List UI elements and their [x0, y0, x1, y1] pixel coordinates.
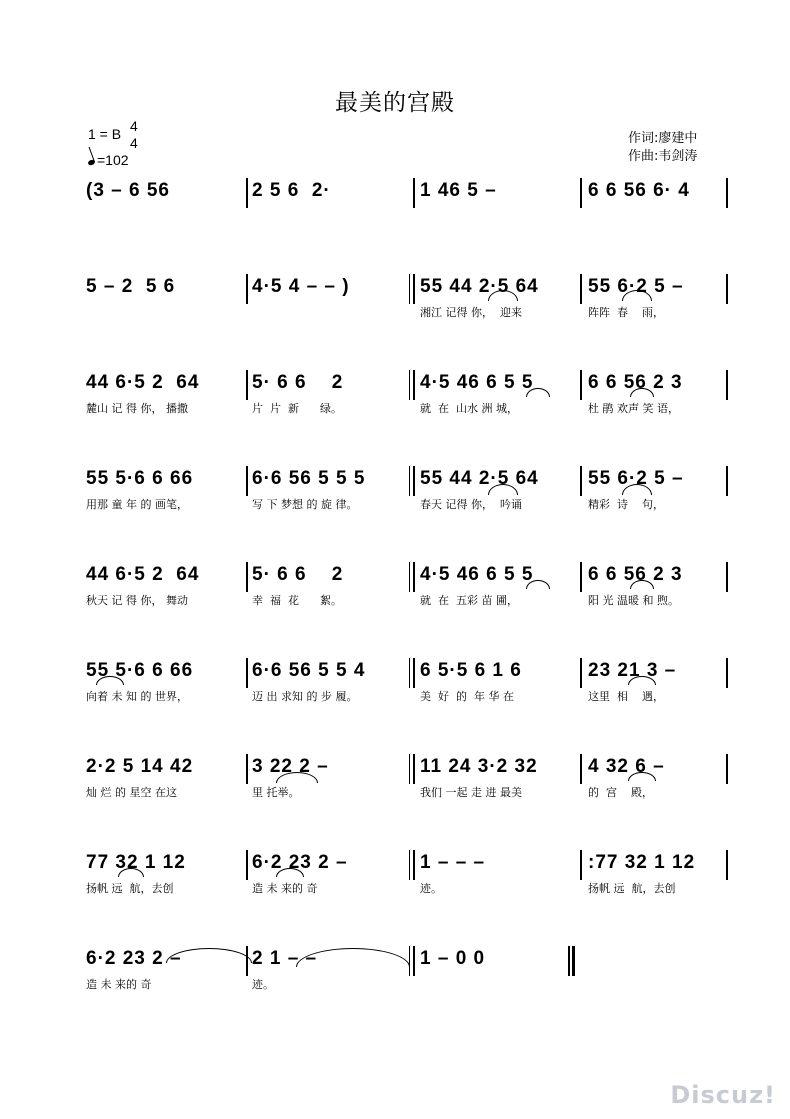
- double-bar-line: [409, 370, 410, 400]
- measure-notes: 6·2 23 2 –: [252, 852, 348, 873]
- final-bar-line: [572, 946, 575, 976]
- measure-lyrics: 扬帆 远 航，去创: [588, 882, 676, 895]
- lyricist-credit: 作词:廖建中: [628, 131, 698, 146]
- measure-notes: 3 22 2 –: [252, 756, 329, 777]
- tempo-value: =102: [97, 152, 129, 168]
- measure-notes: 6 6 56 2 3: [588, 372, 683, 393]
- score-row: [0, 274, 790, 354]
- double-bar-line: [409, 850, 410, 880]
- measure-lyrics: 阵阵 春 雨，: [588, 306, 664, 319]
- key-signature: 1 = B: [88, 126, 122, 142]
- bar-line: [580, 658, 582, 688]
- measure-lyrics: 我们 一起 走 进 最美: [420, 786, 522, 799]
- measure-lyrics: 里 托举。: [252, 786, 300, 799]
- bar-line: [726, 850, 728, 880]
- measure-notes: 2 1 – –: [252, 948, 318, 969]
- measure-lyrics: 迈 出 求知 的 步 履。: [252, 690, 358, 703]
- double-bar-line: [409, 562, 410, 592]
- measure-lyrics: 造 未 来的 奇: [86, 978, 152, 991]
- measure-lyrics: 春天 记得 你， 吟诵: [420, 498, 522, 511]
- bar-line: [413, 658, 415, 688]
- measure-lyrics: 精彩 诗 句，: [588, 498, 664, 511]
- measure-notes: 55 5·6 6 66: [86, 468, 194, 489]
- measure-lyrics: 麓山 记 得 你， 播撒: [86, 402, 188, 415]
- measure-lyrics: 幸 福 花 絮。: [252, 594, 342, 607]
- measure-lyrics: 造 未 来的 奇: [252, 882, 318, 895]
- bar-line: [413, 850, 415, 880]
- bar-line: [726, 370, 728, 400]
- measure-lyrics: 就 在 五彩 苗 圃，: [420, 594, 518, 607]
- bar-line: [580, 850, 582, 880]
- bar-line: [413, 178, 415, 208]
- bar-line: [246, 562, 248, 592]
- measure-notes: 77 32 1 12: [86, 852, 186, 873]
- composer-credit: 作曲:韦剑涛: [628, 149, 698, 164]
- bar-line: [413, 274, 415, 304]
- measure-lyrics: 美 好 的 年 华 在: [420, 690, 514, 703]
- measure-notes: 55 5·6 6 66: [86, 660, 194, 681]
- measure-notes: 6·2 23 2 –: [86, 948, 182, 969]
- measure-notes: 4·5 46 6 5 5: [420, 564, 534, 585]
- measure-lyrics: 迹。: [252, 978, 274, 991]
- bar-line: [580, 370, 582, 400]
- bar-line: [246, 178, 248, 208]
- measure-notes: 23 21 3 –: [588, 660, 677, 681]
- bar-line: [413, 370, 415, 400]
- time-signature: [130, 118, 138, 152]
- measure-notes: 6 6 56 2 3: [588, 564, 683, 585]
- bar-line: [580, 562, 582, 592]
- measure-notes: 6 6 56 6· 4: [588, 180, 690, 201]
- measure-notes: (3 – 6 56: [86, 180, 170, 201]
- measure-lyrics: 向着 未 知 的 世界，: [86, 690, 188, 703]
- measure-lyrics: 湘江 记得 你， 迎来: [420, 306, 522, 319]
- score-row: [0, 658, 790, 738]
- measure-notes: 55 44 2·5 64: [420, 276, 539, 297]
- measure-notes: 6 5·5 6 1 6: [420, 660, 522, 681]
- song-title: 最美的宫殿: [335, 90, 455, 116]
- watermark: Discuz!: [670, 1081, 776, 1109]
- bar-line: [726, 274, 728, 304]
- measure-notes: 2·2 5 14 42: [86, 756, 194, 777]
- measure-notes: 6·6 56 5 5 4: [252, 660, 366, 681]
- score-row: [0, 754, 790, 834]
- bar-line: [246, 658, 248, 688]
- measure-notes: 55 44 2·5 64: [420, 468, 539, 489]
- bar-line: [246, 370, 248, 400]
- time-signature-top: 4: [130, 118, 138, 134]
- bar-line: [580, 178, 582, 208]
- score-row: [0, 562, 790, 642]
- double-bar-line: [409, 274, 410, 304]
- measure-notes: 1 46 5 –: [420, 180, 497, 201]
- score-row: [0, 370, 790, 450]
- time-signature-bottom: 4: [130, 135, 138, 151]
- bar-line: [413, 946, 415, 976]
- bar-line: [568, 946, 570, 976]
- bar-line: [246, 466, 248, 496]
- measure-lyrics: 这里 相 遇，: [588, 690, 664, 703]
- measure-lyrics: 秋天 记 得 你， 舞动: [86, 594, 188, 607]
- measure-notes: 4·5 4 – – ): [252, 276, 350, 297]
- measure-notes: 55 6·2 5 –: [588, 468, 684, 489]
- measure-notes: 1 – – –: [420, 852, 486, 873]
- measure-notes: 5· 6 6 2: [252, 372, 344, 393]
- bar-line: [246, 274, 248, 304]
- measure-lyrics: 灿 烂 的 星空 在这: [86, 786, 177, 799]
- measure-lyrics: 扬帆 远 航，去创: [86, 882, 174, 895]
- bar-line: [726, 466, 728, 496]
- bar-line: [580, 274, 582, 304]
- measure-lyrics: 写 下 梦想 的 旋 律。: [252, 498, 358, 511]
- measure-notes: 4 32 6 –: [588, 756, 665, 777]
- bar-line: [413, 562, 415, 592]
- bar-line: [726, 562, 728, 592]
- score-row: [0, 178, 790, 258]
- measure-notes: 5· 6 6 2: [252, 564, 344, 585]
- measure-lyrics: 迹。: [420, 882, 442, 895]
- double-bar-line: [409, 754, 410, 784]
- score-row: [0, 466, 790, 546]
- measure-notes: 44 6·5 2 64: [86, 564, 200, 585]
- measure-lyrics: 片 片 新 绿。: [252, 402, 342, 415]
- measure-notes: 4·5 46 6 5 5: [420, 372, 534, 393]
- bar-line: [726, 658, 728, 688]
- measure-notes: 1 – 0 0: [420, 948, 486, 969]
- measure-lyrics: 杜 鹃 欢声 笑 语，: [588, 402, 679, 415]
- tempo-marking: [88, 152, 129, 168]
- bar-line: [413, 754, 415, 784]
- measure-notes: 11 24 3·2 32: [420, 756, 538, 777]
- measure-notes: 6·6 56 5 5 5: [252, 468, 366, 489]
- bar-line: [580, 754, 582, 784]
- quarter-note-icon: [87, 159, 95, 166]
- measure-lyrics: 的 宫 殿，: [588, 786, 653, 799]
- measure-lyrics: 就 在 山水 洲 城，: [420, 402, 518, 415]
- measure-notes: 44 6·5 2 64: [86, 372, 200, 393]
- double-bar-line: [409, 946, 410, 976]
- measure-lyrics: 阳 光 温暖 和 煦。: [588, 594, 679, 607]
- bar-line: [580, 466, 582, 496]
- measure-lyrics: 用那 童 年 的 画笔，: [86, 498, 188, 511]
- score-row: [0, 850, 790, 930]
- measure-notes: 5 – 2 5 6: [86, 276, 176, 297]
- bar-line: [726, 178, 728, 208]
- measure-notes: 55 6·2 5 –: [588, 276, 684, 297]
- double-bar-line: [409, 466, 410, 496]
- double-bar-line: [409, 658, 410, 688]
- bar-line: [246, 850, 248, 880]
- measure-notes: :77 32 1 12: [588, 852, 696, 873]
- measure-notes: 2 5 6 2·: [252, 180, 331, 201]
- bar-line: [726, 754, 728, 784]
- bar-line: [413, 466, 415, 496]
- bar-line: [246, 754, 248, 784]
